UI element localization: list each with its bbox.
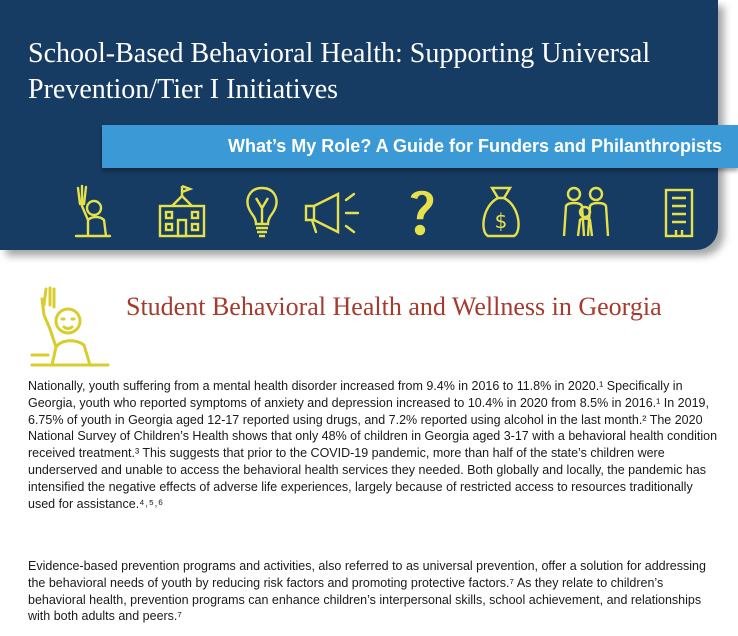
svg-text:$: $ (494, 209, 508, 233)
question-mark-icon (402, 182, 442, 242)
body-paragraph-1: Nationally, youth suffering from a mental health disorder increased from 9.4% in 2016 to 11.8% in 2020.¹ Specifically in Georgia, youth who reported symptoms of anxiety and depression increased to 10.4% in 2020 from 8.5% in 2016.¹ In 2019, 6.75% of youth in Georgia aged 12-17 reported using drugs, and 7.2% reported using alcohol in the last month.² The 2020 National Survey of Children’s Health shows that only 48% of children in Georgia aged 3-17 with a behavioral health condition received treatment.³ This suggests that prior to the COVID-19 pandemic, more than half of the state’s children were underserved and unable to access the behavioral health services they needed. Both globally and locally, the pandemic has intensified the negative effects of adverse life experiences, largely because of restricted access to resources traditionally used for assistance.⁴˒⁵˒⁶ (28, 379, 718, 511)
body-paragraph-2: Evidence-based prevention programs and activities, also referred to as universal prevention, offer a solution for addressing the behavioral needs of youth by reducing risk factors and promoting protective factors.⁷ As they relate to children’s behavioral health, prevention programs can enhance children’s interpersonal skills, school achievement, and relationships with both adults and peers.⁷ (28, 559, 706, 624)
office-building-icon (660, 182, 698, 242)
megaphone-icon (300, 182, 362, 242)
section-heading: Student Behavioral Health and Wellness in Georgia (126, 292, 662, 321)
school-building-icon (156, 182, 208, 242)
raised-hand-student-icon (68, 182, 116, 242)
icon-row (0, 182, 718, 246)
family-icon (560, 182, 612, 242)
document-title: School-Based Behavioral Health: Supporting Universal Prevention/Tier I Initiatives (28, 38, 651, 105)
document-subtitle: What’s My Role? A Guide for Funders and Philanthropists (227, 136, 722, 156)
raised-hand-student-icon (28, 285, 112, 369)
subtitle-bar (102, 125, 738, 168)
lightbulb-icon (240, 182, 284, 242)
money-bag-icon (476, 182, 526, 242)
header-banner (0, 0, 722, 250)
